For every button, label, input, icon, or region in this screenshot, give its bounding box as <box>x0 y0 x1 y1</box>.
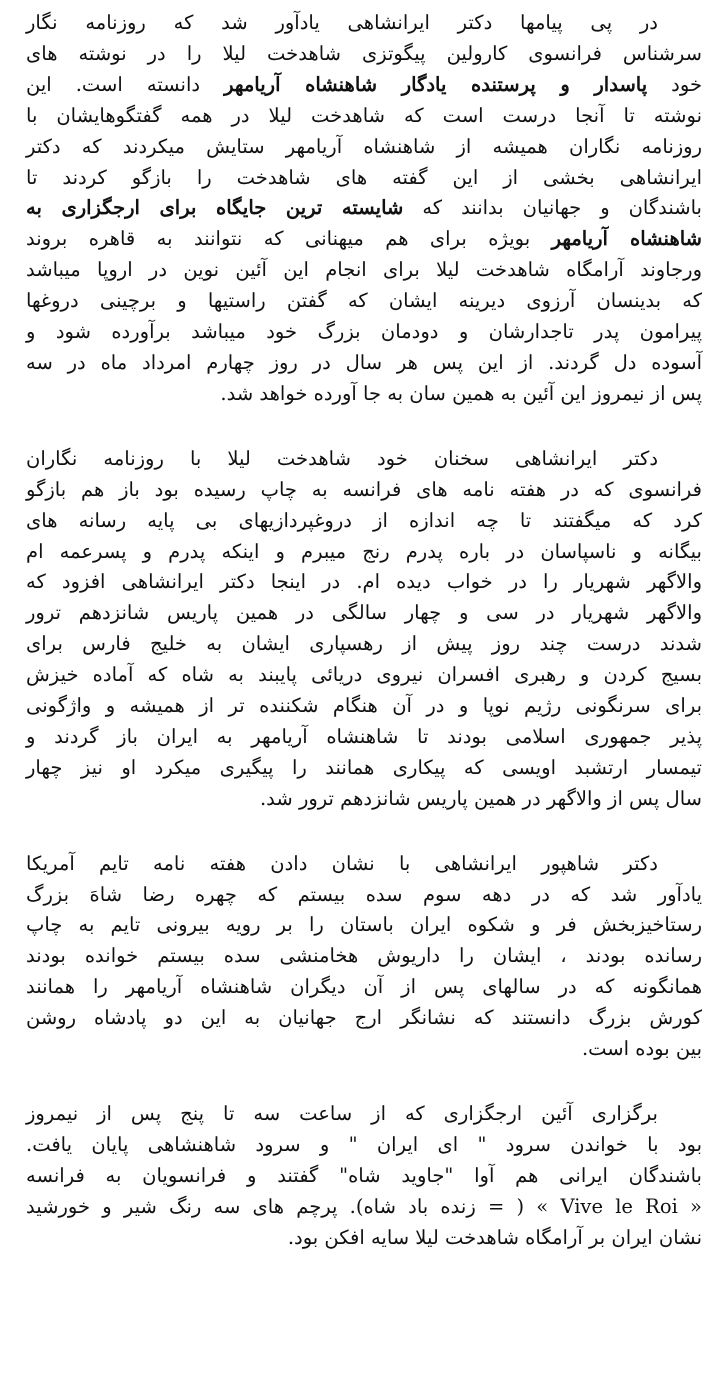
text-run: بسیج کردن و رهبری افسران نیروی دریائی پایبند به شاه که آماده خیزش <box>26 663 702 687</box>
text-line <box>26 1003 702 1034</box>
text-run: که بدینسان آرزوی دیرینه ایشان که گفتن راستیها و برچینی دروغها <box>26 289 702 313</box>
text-run: دانسته است. این <box>26 72 225 96</box>
text-run: برای سرنگونی رژیم نوپا و در آن هنگام شکننده تر از همیشه و واژگونی <box>26 694 702 718</box>
text-run: آسوده دل گردند. از این پس هر سال در روز چهارم امرداد ماه در سه <box>26 350 702 374</box>
article-body <box>26 8 702 1254</box>
text-run: بیگانه و ناسپاسان در باره پدرم رنج میبرم و اینکه پدرم و پسرعمه ام <box>26 539 702 563</box>
text-run: روزنامه نگاران همیشه از شاهنشاه آریامهر ستایش میکردند که دکتر <box>26 134 702 158</box>
text-run: نوشته تا آنجا درست است که شاهدخت لیلا در همه گفتگوهایشان با <box>26 103 702 127</box>
text-run: رسانده بودند ، ایشان را داریوش هخامنشی سده بیستم خوانده بودند <box>26 944 702 968</box>
text-run: ایرانشاهی بخشی از این گفته های شاهدخت را بازگو کردند تا <box>26 165 702 189</box>
text-line <box>26 1161 702 1192</box>
text-run: همانگونه که در سالهای پس از آن دیگران شاهنشاه آریامهر را همانند <box>26 975 702 999</box>
text-line <box>26 784 702 815</box>
paragraph <box>26 1099 702 1254</box>
text-line <box>26 1223 702 1254</box>
text-line <box>26 132 702 163</box>
text-run: سرشناس فرانسوی کارولین پیگوتزی شاهدخت لیلا را در نوشته های <box>26 41 702 65</box>
text-run: تیمسار ارتشبد اویسی که پیکاری همانند را پیگیری میکرد او نیز چهار <box>26 755 702 779</box>
text-line <box>26 1130 702 1161</box>
text-line <box>26 101 702 132</box>
text-line <box>26 193 702 224</box>
text-line <box>26 880 702 911</box>
paragraph-gap <box>26 1065 702 1099</box>
paragraph <box>26 849 702 1065</box>
text-line <box>26 941 702 972</box>
text-line <box>26 286 702 317</box>
text-run: در پی پیامها دکتر ایرانشاهی یادآور شد که روزنامه نگار <box>26 11 658 34</box>
text-line <box>26 444 702 475</box>
text-line <box>26 972 702 1003</box>
text-run: دکتر شاهپور ایرانشاهی با نشان دادن هفته نامه تایم آمریکا <box>26 851 658 875</box>
text-line <box>26 1192 702 1223</box>
text-line <box>26 39 702 70</box>
text-line <box>26 629 702 660</box>
paragraph-gap <box>26 815 702 849</box>
text-run: پذیر جمهوری اسلامی بودند تا شاهنشاه آریامهر به ایران باز گردند و <box>26 724 702 748</box>
text-run: دکتر ایرانشاهی سخنان خود شاهدخت لیلا با روزنامه نگاران <box>26 446 658 470</box>
text-line <box>26 722 702 753</box>
text-line <box>26 506 702 537</box>
text-run: والاگهر شهریار را در خواب دیده ام. در اینجا دکتر ایرانشاهی افزود که <box>26 570 702 594</box>
text-run: سال پس از والاگهر در همین پاریس شانزدهم ترور شد. <box>259 786 702 810</box>
text-run: بین بوده است. <box>581 1037 702 1061</box>
text-line <box>26 1099 702 1130</box>
text-run: شدند درست چند روز پیش از رهسپاری ایشان به خلیج فارس برای <box>26 632 702 656</box>
text-line <box>26 163 702 194</box>
text-line <box>26 317 702 348</box>
text-line <box>26 379 702 410</box>
text-run: کورش بزرگ دانستند که نشانگر ارج جهانیان به این دو پادشاه روشن <box>26 1006 702 1030</box>
bold-phrase: شاهنشاه آریامهر <box>551 227 703 251</box>
text-line <box>26 1034 702 1065</box>
text-run: برگزاری آئین ارجگزاری که از ساعت سه تا پنج پس از نیمروز <box>26 1102 658 1125</box>
text-run: پیرامون پدر تاجدارشان و دودمان بزرگ خود میباشد برآورده شود و <box>26 320 702 344</box>
text-line <box>26 537 702 568</box>
text-line <box>26 598 702 629</box>
text-run: نشان ایران بر آرامگاه شاهدخت لیلا سایه افکن بود. <box>287 1225 702 1249</box>
text-run: یادآور شد که در دهه سوم سده بیستم که چهره رضا شاهَ بزرگ <box>26 882 702 906</box>
text-line <box>26 691 702 722</box>
text-run: والاگهر شهریار در سی و چهار سالگی در همین پاریس شانزدهم ترور <box>26 601 702 625</box>
text-run: فرانسوی که در هفته نامه های فرانسه به چاپ رسیده بود باز هم بازگو <box>26 477 702 501</box>
text-run: خود <box>647 72 702 96</box>
bold-phrase: شایسته ترین جایگاه برای ارجگزاری به <box>26 196 404 220</box>
text-line <box>26 849 702 880</box>
text-line <box>26 255 702 286</box>
paragraph <box>26 444 702 815</box>
text-line <box>26 8 702 39</box>
text-run: رستاخیزبخش فر و شکوه ایران باستان را بر رویه بیرونی تایم به چاپ <box>26 913 702 937</box>
paragraph <box>26 8 702 410</box>
text-line <box>26 348 702 379</box>
text-run: پس از نیمروز این آئین به همین سان به جا آورده خواهد شد. <box>220 381 702 405</box>
text-run: بود با خواندن سرود " ای ایران " و سرود شاهنشاهی پایان یافت. <box>26 1132 702 1156</box>
text-run: « Vive le Roi » ( = زنده باد شاه). پرچم های سه رنگ شیر و خورشید <box>26 1194 702 1218</box>
text-run: کرد که میگفتند تا چه اندازه از دروغپردازیهای بی پایه رسانه های <box>26 508 702 532</box>
text-run: ورجاوند آرامگاه شاهدخت لیلا برای انجام این آئین نوین در اروپا میباشد <box>26 258 702 282</box>
bold-phrase: پاسدار و پرستنده یادگار شاهنشاه آریامهر <box>224 72 648 96</box>
text-line <box>26 567 702 598</box>
text-line <box>26 660 702 691</box>
text-line <box>26 224 702 255</box>
text-line <box>26 910 702 941</box>
text-run: باشندگان و جهانیان بدانند که <box>403 196 702 220</box>
text-run: بویژه برای هم میهنانی که نتوانند به قاهره بروند <box>26 227 552 251</box>
paragraph-gap <box>26 410 702 444</box>
text-run: باشندگان ایرانی هم آوا "جاوید شاه" گفتند و فرانسویان به فرانسه <box>26 1163 702 1187</box>
text-line <box>26 475 702 506</box>
text-line <box>26 70 702 101</box>
text-line <box>26 753 702 784</box>
